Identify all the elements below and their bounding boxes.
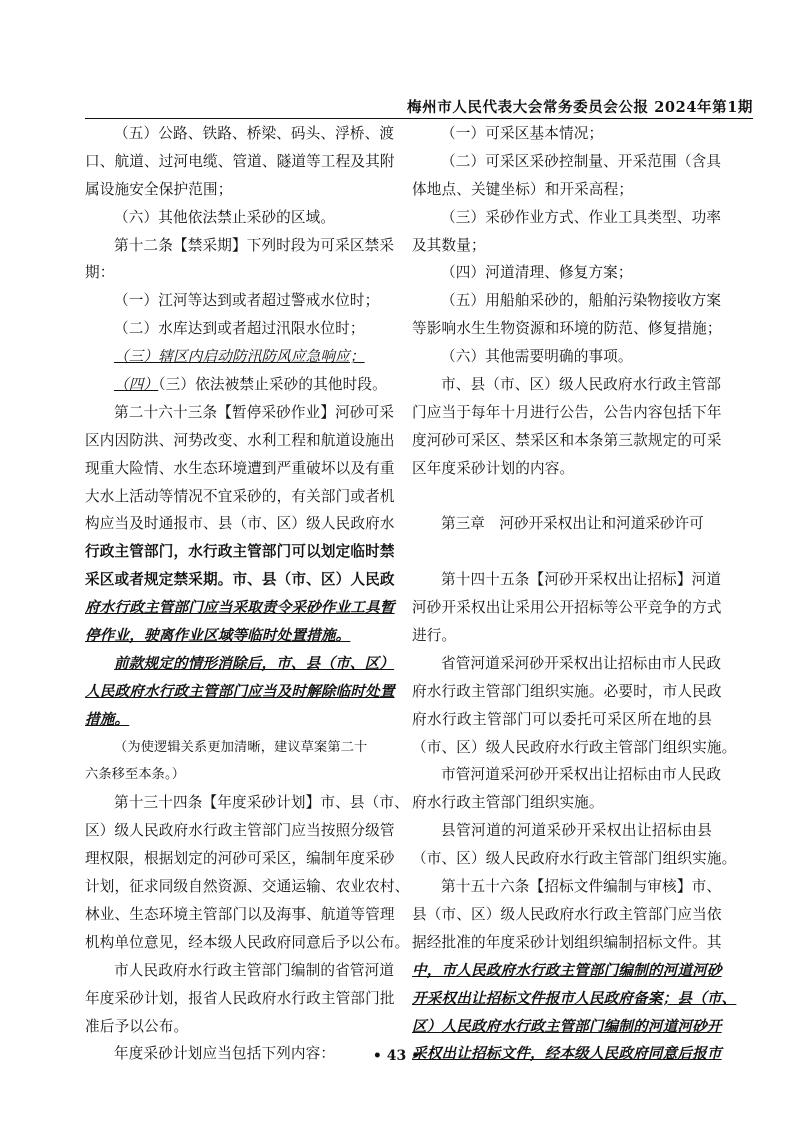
- right-column: [412, 120, 737, 1068]
- article-heading: 第十三十四条【年度采砂计划】市、县（市、: [114, 794, 409, 812]
- inserted-text-line: 开采权出让招标文件报市人民政府备案；县（市、: [412, 989, 737, 1007]
- article-12-heading: 第十二条【禁采期】下列时段为可采区禁采: [114, 236, 395, 254]
- spacer: [412, 538, 712, 566]
- header-divider: [85, 118, 753, 119]
- text-line: 等影响水生生物资源和环境的防范、修复措施；: [412, 320, 722, 338]
- text-line: （市、区）级人民政府水行政主管部门组织实施。: [412, 738, 737, 756]
- text-line: 县（市、区）级人民政府水行政主管部门应当依: [412, 905, 722, 923]
- text-line: 构应当及时通报市、县（市、区）级人民政府水: [85, 515, 395, 533]
- text-line: 市、县（市、区）级人民政府水行政主管部: [441, 376, 722, 394]
- page-number: • 43 •: [372, 1048, 421, 1064]
- text-line: （六）其他依法禁止采砂的区域。: [114, 208, 336, 226]
- text-line: 据经批准的年度采砂计划组织编制招标文件。其: [412, 933, 722, 951]
- article-heading: 第十四十五条【河砂开采权出让招标】河道: [441, 571, 722, 589]
- text-line: 市管河道采河砂开采权出让招标由市人民政: [441, 766, 722, 784]
- chapter-heading: 第三章 河砂开采权出让和河道采砂许可: [441, 515, 704, 533]
- text-line: （一）可采区基本情况；: [441, 125, 604, 142]
- text-line: 府水行政主管部门组织实施。: [412, 794, 604, 812]
- text-line: 区内因防洪、河势改变、水利工程和航道设施出: [85, 431, 395, 449]
- text-line: 准后予以公布。: [85, 1017, 189, 1035]
- text-line: 属设施安全保护范围；: [85, 180, 233, 198]
- inserted-clause: （三）辖区内启动防汛防风应急响应；: [114, 348, 365, 366]
- text-line: 年度采砂计划，报省人民政府水行政主管部门批: [85, 989, 395, 1007]
- text-line: 省管河道采河砂开采权出让招标由市人民政: [441, 654, 722, 672]
- text-line: 区年度采砂计划的内容。: [412, 459, 575, 477]
- text-line: （六）其他需要明确的事项。: [441, 348, 633, 366]
- text-line: （二）可采区采砂控制量、开采范围（含具: [441, 152, 722, 170]
- text-line: 期：: [85, 264, 115, 282]
- text-line: 河砂开采权出让采用公开招标等公平竞争的方式: [412, 599, 722, 617]
- text-line: 林业、生态环境主管部门以及海事、航道等管理: [85, 905, 395, 923]
- text-line: 现重大险情、水生态环境遭到严重破坏以及有重: [85, 459, 395, 477]
- inserted-text-line: 停作业，驶离作业区域等临时处置措施。: [85, 627, 351, 645]
- text-line: 机构单位意见，经本级人民政府同意后予以公布。: [85, 933, 410, 951]
- text-line: （市、区）级人民政府水行政主管部门组织实施。: [412, 850, 737, 868]
- clause-text: （三）依法被禁止采砂的其他时段。: [158, 376, 387, 394]
- inserted-text-line: 人民政府水行政主管部门应当及时解除临时处置: [85, 682, 395, 700]
- text-line: 府水行政主管部门可以委托可采区所在地的县: [412, 710, 712, 728]
- inserted-text-line: 府水行政主管部门应当采取责令采砂作业工具暂: [85, 599, 395, 617]
- inserted-text-line: 前款规定的情形消除后，市、县（市、区）: [114, 654, 395, 672]
- text-line: （二）水库达到或者超过汛限水位时；: [114, 320, 365, 338]
- inserted-text-line: 中，市人民政府水行政主管部门编制的河道河砂: [412, 961, 722, 979]
- text-line: 大水上活动等情况不宜采砂的，有关部门或者机: [85, 487, 395, 505]
- article-heading: 第二十六十三条【暂停采砂作业】河砂可采: [114, 403, 395, 421]
- text-line: 区）级人民政府水行政主管部门应当按照分级管: [85, 822, 395, 840]
- text-line: 门应当于每年十月进行公告，公告内容包括下年: [412, 403, 722, 421]
- text-line: 及其数量；: [412, 236, 486, 254]
- text-line: 年度采砂计划应当包括下列内容：: [114, 1045, 336, 1063]
- inserted-text-line: 措施。: [85, 710, 130, 728]
- editor-note: （为使逻辑关系更加清晰，建议草案第二十: [114, 739, 368, 755]
- inserted-text-line: [85, 343, 385, 371]
- article-heading: 第十五十六条【招标文件编制与审核】市、: [441, 878, 722, 896]
- editor-note: 六条移至本条。）: [85, 767, 186, 783]
- text-line: （一）江河等达到或者超过警戒水位时；: [114, 292, 380, 310]
- text-line: [85, 371, 385, 399]
- text-line: （五）用船舶采砂的，船舶污染物接收方案: [441, 292, 722, 310]
- bold-text-line: 行政主管部门，水行政主管部门可以划定临时禁: [85, 543, 395, 561]
- text-line: 口、航道、过河电缆、管道、隧道等工程及其附: [85, 152, 395, 170]
- text-line: 体地点、关键坐标）和开采高程；: [412, 180, 634, 198]
- inserted-text-line: 区）人民政府水行政主管部门编制的河道河砂开: [412, 1017, 722, 1035]
- text-line: 度河砂可采区、禁采区和本条第三款规定的可采: [412, 431, 722, 449]
- text-line: 理权限，根据划定的河砂可采区，编制年度采砂: [85, 850, 395, 868]
- text-line: 市人民政府水行政主管部门编制的省管河道: [114, 961, 395, 979]
- text-line: （三）采砂作业方式、作业工具类型、功率: [441, 208, 722, 226]
- spacer: [412, 483, 712, 511]
- text-line: 县管河道的河道采砂开采权出让招标由县: [441, 822, 712, 840]
- bold-text-line: 采区或者规定禁采期。市、县（市、区）人民政: [85, 571, 395, 589]
- inserted-text-line: 采权出让招标文件，经本级人民政府同意后报市: [412, 1045, 722, 1063]
- text-line: （五）公路、铁路、桥梁、码头、浮桥、渡: [114, 125, 395, 142]
- text-line: （四）河道清理、修复方案；: [441, 264, 633, 282]
- text-line: 进行。: [412, 627, 457, 645]
- text-line: 计划，征求同级自然资源、交通运输、农业农村、: [85, 878, 410, 896]
- bulletin-header: 梅州市人民代表大会常务委员会公报 2024年第1期: [407, 99, 753, 116]
- text-line: 府水行政主管部门组织实施。必要时，市人民政: [412, 682, 722, 700]
- inserted-clause-number: （四）: [114, 376, 159, 394]
